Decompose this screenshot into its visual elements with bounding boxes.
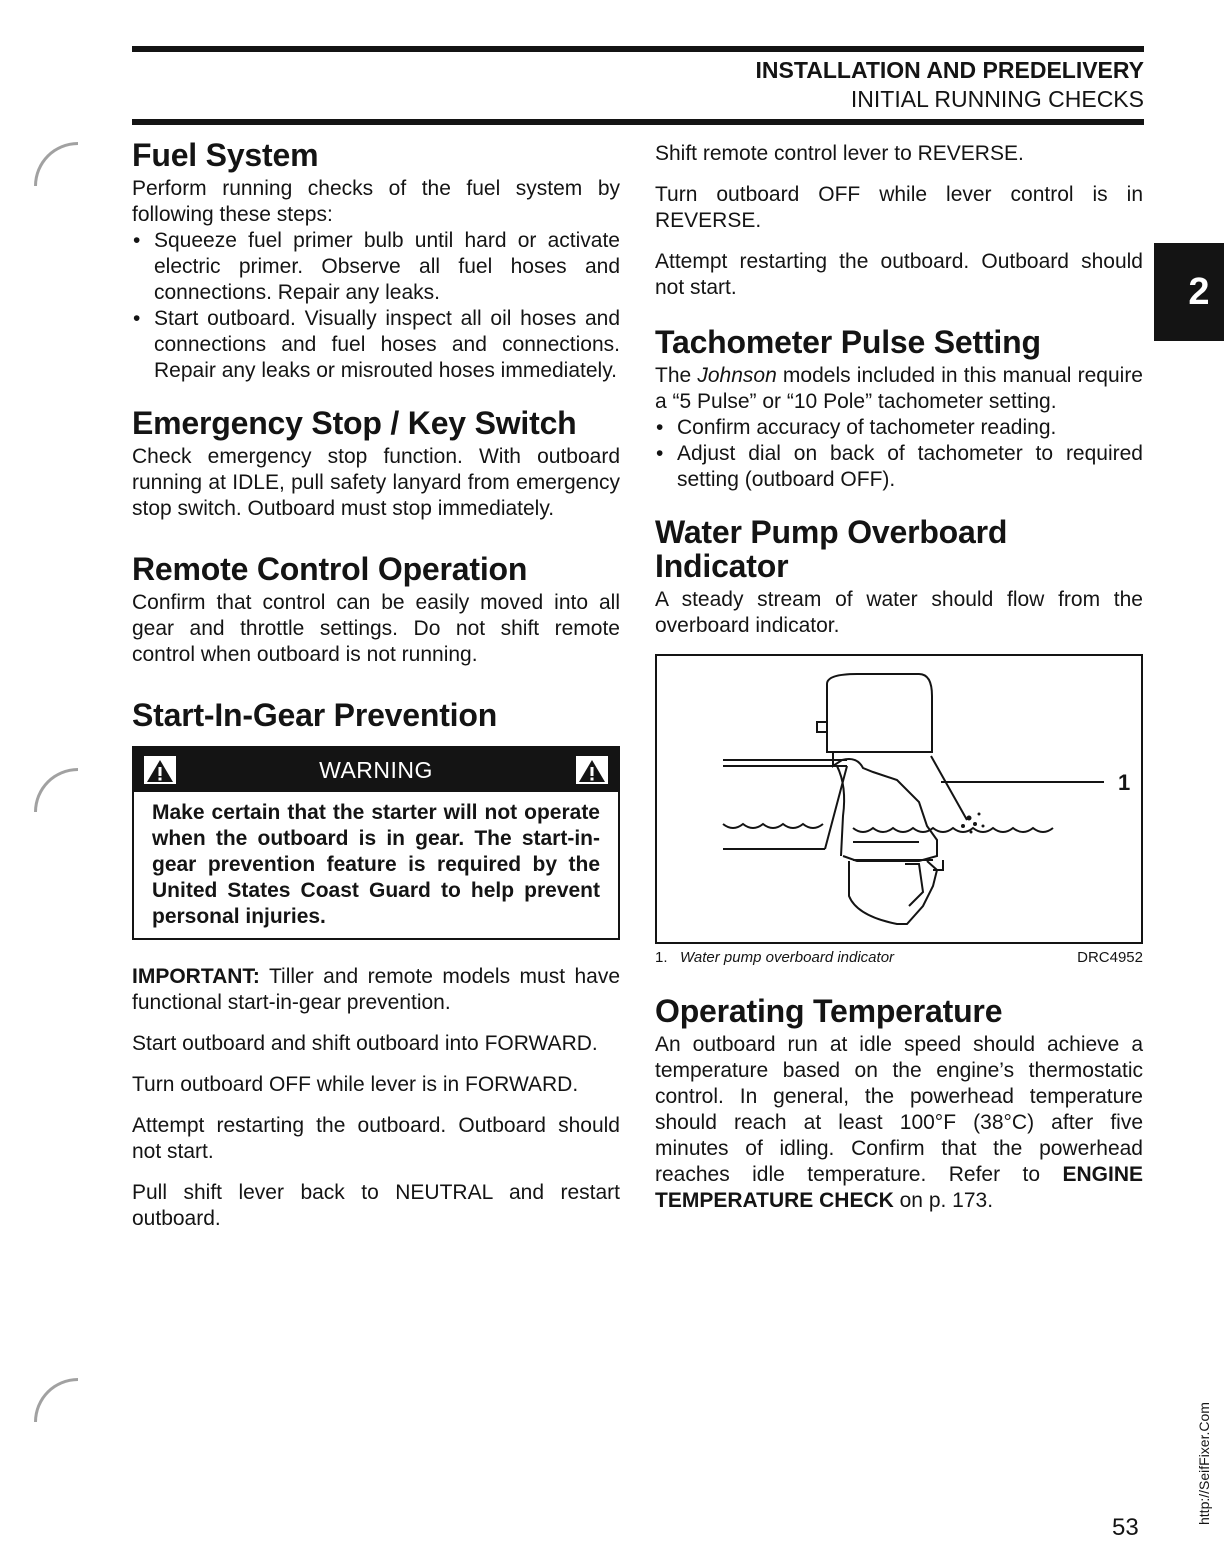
header-rule — [132, 119, 1144, 125]
tachometer-list — [655, 415, 1143, 493]
outboard-illustration — [657, 656, 1141, 942]
side-watermark-url: http://SeifFixer.Com — [1196, 1402, 1212, 1525]
caption-text: Water pump overboard indicator — [680, 949, 895, 966]
caption-code: DRC4952 — [1077, 949, 1143, 966]
operating-temp-heading: Operating Temperature — [655, 993, 1003, 1029]
text-span: An outboard run at idle speed should achieve a temperature based on the engine’s thermostatic control. In general, the powerhead temperature should reach at least 100°F (38°C) after five minutes of idling. Confirm that the powerhead reaches idle temperature. Refer to — [655, 1033, 1143, 1186]
right-column — [655, 141, 1143, 1214]
emergency-stop-heading: Emergency Stop / Key Switch — [132, 405, 577, 441]
step-text: Start outboard and shift outboard into FORWARD. — [132, 1032, 598, 1055]
warning-triangle-icon — [144, 756, 176, 784]
caption-label — [655, 949, 894, 966]
step-text: Turn outboard OFF while lever control is in REVERSE. — [655, 183, 1143, 232]
left-column — [132, 138, 620, 1232]
text-span: The — [655, 364, 698, 387]
list-item: • Confirm accuracy of tachometer reading. — [655, 415, 1143, 441]
figure-caption — [655, 949, 1143, 966]
step-text: Shift remote control lever to REVERSE. — [655, 142, 1024, 165]
list-item: • Squeeze fuel primer bulb until hard or activate electric primer. Observe all fuel hoses and connections. Repair any leaks. — [132, 228, 620, 306]
fuel-system-heading: Fuel System — [132, 137, 319, 173]
binder-hole-mark — [34, 768, 78, 812]
tachometer-text — [655, 363, 1143, 415]
caption-number: 1. — [655, 949, 668, 966]
figure-callout-number: 1 — [1118, 770, 1131, 795]
warning-label: WARNING — [319, 756, 433, 783]
step-text: Pull shift lever back to NEUTRAL and restart outboard. — [132, 1181, 620, 1230]
list-item: • Adjust dial on back of tachometer to required setting (outboard OFF). — [655, 441, 1143, 493]
chapter-tab: 2 — [1154, 243, 1224, 341]
water-pump-text: A steady stream of water should flow from the overboard indicator. — [655, 588, 1143, 637]
emergency-stop-text: Check emergency stop function. With outboard running at IDLE, pull safety lanyard from emergency stop switch. Outboard must stop immediately. — [132, 445, 620, 520]
text-span: on p. 173. — [893, 1189, 994, 1212]
remote-control-text: Confirm that control can be easily moved into all gear and throttle settings. Do not shift remote control when outboard is not running. — [132, 591, 620, 666]
step-text: Attempt restarting the outboard. Outboard should not start. — [132, 1114, 620, 1163]
header-chapter: INSTALLATION AND PREDELIVERY — [755, 57, 1144, 83]
important-note — [132, 964, 620, 1016]
operating-temp-text — [655, 1032, 1143, 1214]
important-text: Tiller and remote models must have functional start-in-gear prevention. — [132, 965, 620, 1014]
cross-reference: ENGINE TEMPERATURE CHECK — [655, 1163, 1143, 1212]
top-rule — [132, 46, 1144, 52]
warning-header — [134, 748, 618, 792]
warning-triangle-icon — [576, 756, 608, 784]
warning-box — [132, 746, 620, 940]
page-number: 53 — [1112, 1514, 1139, 1541]
list-item: • Start outboard. Visually inspect all oil hoses and connections and fuel hoses and connections. Repair any leaks or misrouted hoses immediately. — [132, 306, 620, 384]
start-in-gear-heading: Start-In-Gear Prevention — [132, 697, 498, 733]
binder-hole-mark — [34, 142, 78, 186]
step-text: Turn outboard OFF while lever is in FORWARD. — [132, 1073, 579, 1096]
brand-name: Johnson — [697, 364, 777, 387]
text-span: models included in this manual require a “5 Pulse” or “10 Pole” tachometer setting. — [655, 364, 1143, 413]
binder-hole-mark — [34, 1378, 78, 1422]
water-pump-heading: Water Pump Overboard Indicator — [655, 514, 1008, 584]
tachometer-heading: Tachometer Pulse Setting — [655, 324, 1041, 360]
fuel-system-intro: Perform running checks of the fuel system by following these steps: — [132, 177, 620, 226]
fuel-system-list — [132, 228, 620, 384]
water-pump-figure — [655, 654, 1143, 944]
remote-control-heading: Remote Control Operation — [132, 551, 528, 587]
important-label: IMPORTANT: — [132, 965, 260, 988]
header-section: INITIAL RUNNING CHECKS — [850, 86, 1144, 112]
step-text: Attempt restarting the outboard. Outboard should not start. — [655, 250, 1143, 299]
warning-text: Make certain that the starter will not operate when the outboard is in gear. The start-in-gear prevention feature is required by the United States Coast Guard to help prevent personal injuries. — [152, 801, 600, 928]
